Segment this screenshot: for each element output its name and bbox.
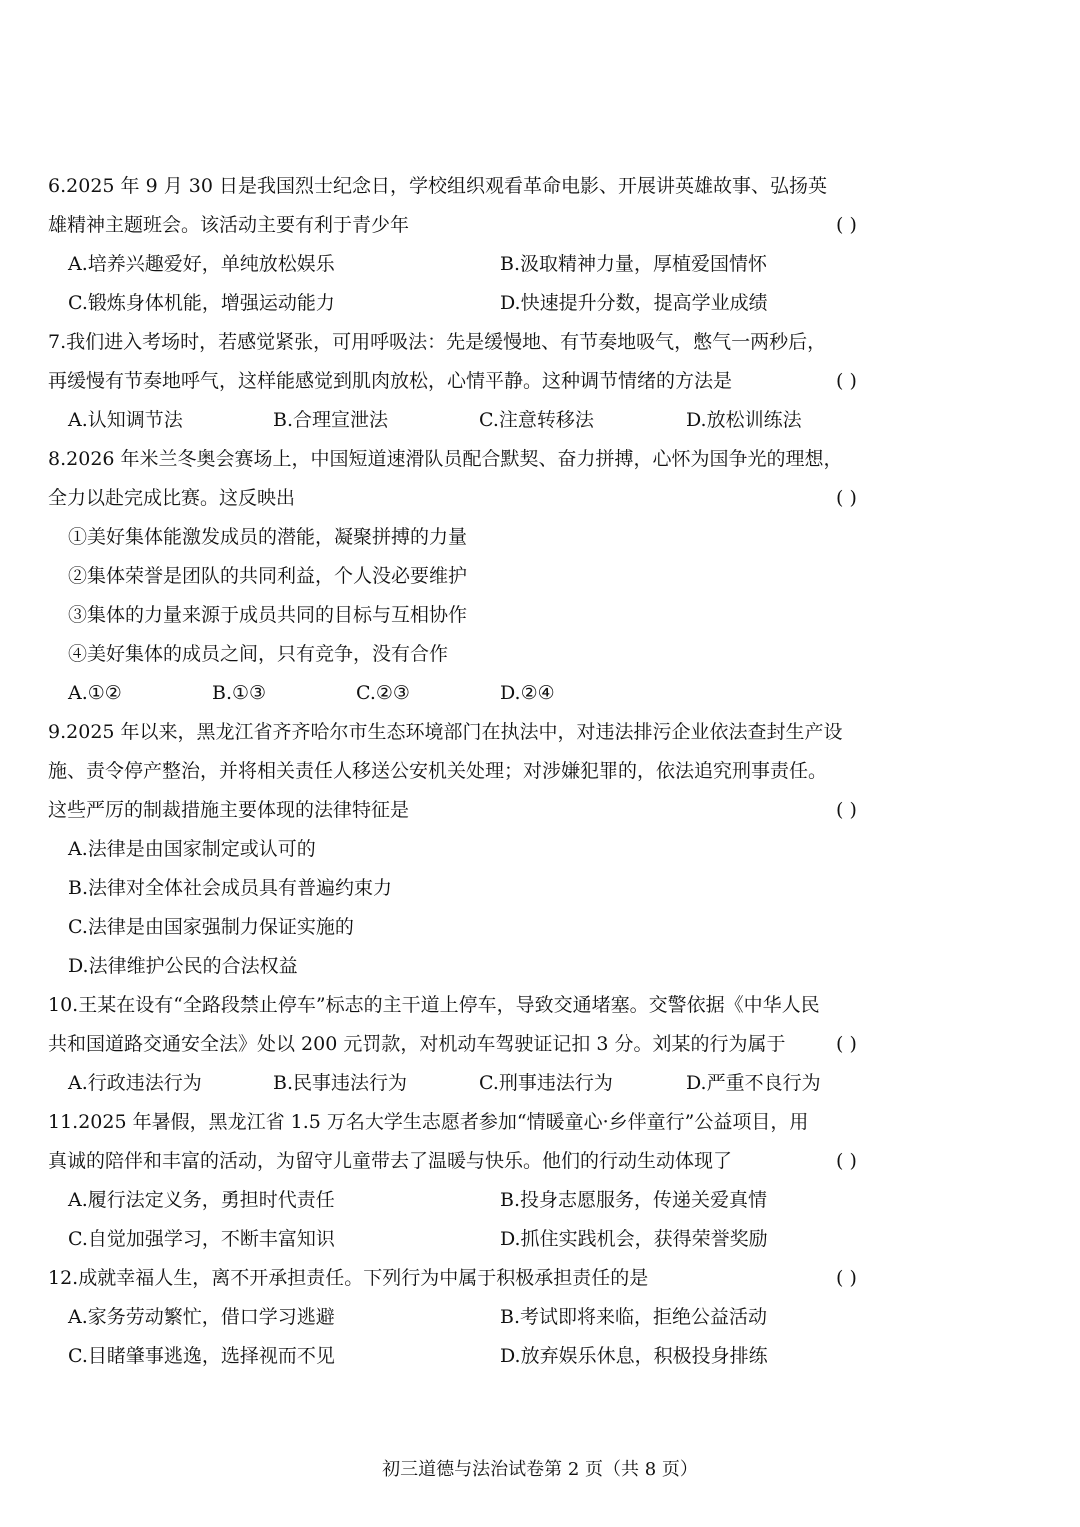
question-11-stem-line-2 — [48, 1142, 898, 1181]
stem-text: 真诚的陪伴和丰富的活动，为留守儿童带去了温暖与快乐。他们的行动生动体现了 — [48, 1150, 733, 1172]
statement-1: ①美好集体能激发成员的潜能，凝聚拼搏的力量 — [68, 526, 468, 548]
answer-bracket: ( ) — [836, 1033, 857, 1055]
option-b[interactable]: B.民事违法行为 — [273, 1072, 408, 1094]
option-b[interactable]: B.①③ — [212, 682, 267, 704]
stem-text: 全力以赴完成比赛。这反映出 — [48, 487, 296, 509]
question-11-options-row-2 — [68, 1220, 918, 1259]
option-d[interactable]: D.②④ — [500, 682, 555, 704]
stem-text: 2025 年 9 月 30 日是我国烈士纪念日，学校组织观看革命电影、开展讲英雄故事、弘扬英 — [66, 175, 827, 197]
stem-text: 成就幸福人生，离不开承担责任。下列行为中属于积极承担责任的是 — [78, 1267, 649, 1289]
question-8-stem-line-2 — [48, 479, 898, 518]
option-a[interactable]: A.家务劳动繁忙，借口学习逃避 — [68, 1306, 335, 1328]
question-7-stem-line-2 — [48, 362, 898, 401]
stem-text: 王某在设有“全路段禁止停车”标志的主干道上停车，导致交通堵塞。交警依据《中华人民 — [78, 994, 820, 1016]
answer-bracket: ( ) — [836, 1150, 857, 1172]
question-6-stem-line-1 — [48, 167, 898, 206]
question-9-stem-line-1 — [48, 713, 898, 752]
option-d[interactable]: D.抓住实践机会，获得荣誉奖励 — [500, 1228, 768, 1250]
question-11-stem-line-1 — [48, 1103, 898, 1142]
question-10-options-row — [68, 1064, 918, 1103]
question-number: 8. — [48, 448, 67, 470]
option-d[interactable]: D.快速提升分数，提高学业成绩 — [500, 292, 768, 314]
stem-text: 2026 年米兰冬奥会赛场上，中国短道速滑队员配合默契、奋力拼搏，心怀为国争光的理想， — [66, 448, 843, 470]
question-12-options-row-2 — [68, 1337, 918, 1376]
question-12-stem-line-1 — [48, 1259, 898, 1298]
statement-4: ④美好集体的成员之间，只有竞争，没有合作 — [68, 643, 449, 665]
question-number: 10. — [48, 994, 79, 1016]
option-c[interactable]: C.法律是由国家强制力保证实施的 — [68, 916, 354, 938]
option-a[interactable]: A.法律是由国家制定或认可的 — [68, 838, 316, 860]
question-number: 9. — [48, 721, 67, 743]
question-7-options-row — [68, 401, 918, 440]
option-c[interactable]: C.目睹肇事逃逸，选择视而不见 — [68, 1345, 335, 1367]
statement-3: ③集体的力量来源于成员共同的目标与互相协作 — [68, 604, 468, 626]
question-10-stem-line-2 — [48, 1025, 898, 1064]
answer-bracket: ( ) — [836, 799, 857, 821]
stem-text: 施、责令停产整治，并将相关责任人移送公安机关处理；对涉嫌犯罪的，依法追究刑事责任。 — [48, 760, 828, 782]
option-c[interactable]: C.锻炼身体机能，增强运动能力 — [68, 292, 335, 314]
option-a[interactable]: A.培养兴趣爱好，单纯放松娱乐 — [68, 253, 335, 275]
question-number: 7. — [48, 331, 67, 353]
question-10-stem-line-1 — [48, 986, 898, 1025]
stem-text: 再缓慢有节奏地呼气，这样能感觉到肌肉放松，心情平静。这种调节情绪的方法是 — [48, 370, 733, 392]
option-c[interactable]: C.自觉加强学习，不断丰富知识 — [68, 1228, 335, 1250]
statement-2: ②集体荣誉是团队的共同利益，个人没必要维护 — [68, 565, 468, 587]
page-footer: 初三道德与法治试卷第 2 页（共 8 页） — [382, 1459, 698, 1480]
question-number: 11. — [48, 1111, 79, 1133]
question-number: 6. — [48, 175, 67, 197]
option-d[interactable]: D.法律维护公民的合法权益 — [68, 955, 298, 977]
question-7-stem-line-1 — [48, 323, 898, 362]
option-b[interactable]: B.法律对全体社会成员具有普遍约束力 — [68, 877, 393, 899]
option-a[interactable]: A.①② — [68, 682, 122, 704]
option-b[interactable]: B.汲取精神力量，厚植爱国情怀 — [500, 253, 768, 275]
option-b[interactable]: B.考试即将来临，拒绝公益活动 — [500, 1306, 768, 1328]
option-c[interactable]: C.②③ — [356, 682, 410, 704]
option-c[interactable]: C.注意转移法 — [479, 409, 594, 431]
question-8-stem-line-1 — [48, 440, 898, 479]
question-9-stem-line-3 — [48, 791, 898, 830]
option-a[interactable]: A.行政违法行为 — [68, 1072, 202, 1094]
stem-text: 我们进入考场时，若感觉紧张，可用呼吸法：先是缓慢地、有节奏地吸气，憋气一两秒后， — [66, 331, 827, 353]
option-a[interactable]: A.履行法定义务，勇担时代责任 — [68, 1189, 335, 1211]
question-11-options-row-1 — [68, 1181, 918, 1220]
stem-text: 2025 年以来，黑龙江省齐齐哈尔市生态环境部门在执法中，对违法排污企业依法查封生产设 — [66, 721, 843, 743]
question-12-options-row-1 — [68, 1298, 918, 1337]
question-6-options-row-2 — [68, 284, 918, 323]
stem-text: 2025 年暑假，黑龙江省 1.5 万名大学生志愿者参加“情暖童心·乡伴童行”公益项目，用 — [78, 1111, 809, 1133]
option-b[interactable]: B.投身志愿服务，传递关爱真情 — [500, 1189, 768, 1211]
answer-bracket: ( ) — [836, 370, 857, 392]
answer-bracket: ( ) — [836, 1267, 857, 1289]
option-a[interactable]: A.认知调节法 — [68, 409, 183, 431]
option-d[interactable]: D.严重不良行为 — [686, 1072, 821, 1094]
option-d[interactable]: D.放弃娱乐休息，积极投身排练 — [500, 1345, 768, 1367]
question-6-stem-line-2 — [48, 206, 898, 245]
question-number: 12. — [48, 1267, 79, 1289]
answer-bracket: ( ) — [836, 214, 857, 236]
option-b[interactable]: B.合理宣泄法 — [273, 409, 389, 431]
stem-text: 共和国道路交通安全法》处以 200 元罚款，对机动车驾驶证记扣 3 分。刘某的行为属于 — [48, 1033, 786, 1055]
stem-text: 这些严厉的制裁措施主要体现的法律特征是 — [48, 799, 410, 821]
question-8-options-row — [68, 674, 918, 713]
answer-bracket: ( ) — [836, 487, 857, 509]
option-c[interactable]: C.刑事违法行为 — [479, 1072, 613, 1094]
question-6-options-row-1 — [68, 245, 918, 284]
question-9-stem-line-2 — [48, 752, 898, 791]
stem-text: 雄精神主题班会。该活动主要有利于青少年 — [48, 214, 410, 236]
option-d[interactable]: D.放松训练法 — [686, 409, 802, 431]
